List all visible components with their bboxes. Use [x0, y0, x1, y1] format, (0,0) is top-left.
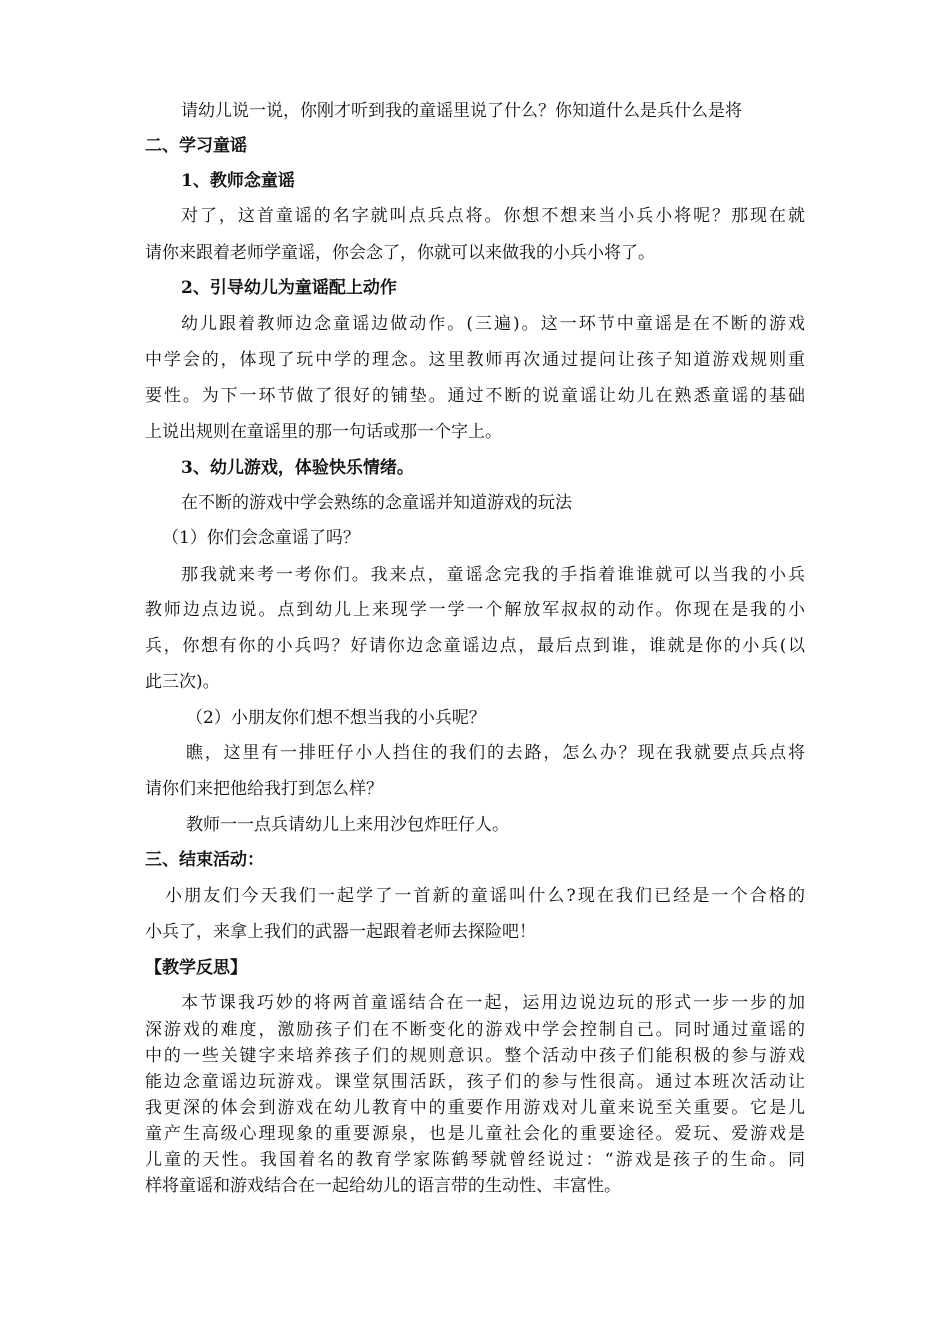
paragraph-line: 本节课我巧妙的将两首童谣结合在一起，运用边说边玩的形式一步一步的加 [181, 993, 805, 1013]
section-heading: 【教学反思】 [145, 958, 247, 978]
paragraph-line: 请幼儿说一说，你刚才听到我的童谣里说了什么？你知道什么是兵什么是将 [181, 101, 742, 121]
paragraph-line: 小兵了，来拿上我们的武器一起跟着老师去探险吧！ [145, 922, 536, 942]
paragraph-line: 能边念童谣边玩游戏。课堂氛围活跃，孩子们的参与性很高。通过本班次活动让 [145, 1072, 805, 1092]
subsection-heading: 1、教师念童谣 [181, 171, 295, 191]
question-line: （2）小朋友你们想不想当我的小兵呢？ [186, 708, 486, 728]
section-heading: 二、学习童谣 [145, 136, 247, 156]
paragraph-line: 要性。为下一环节做了很好的铺垫。通过不断的说童谣让幼儿在熟悉童谣的基础 [145, 386, 805, 406]
paragraph-line: 瞧，这里有一排旺仔小人挡住的我们的去路，怎么办？现在我就要点兵点将 [186, 743, 805, 763]
subsection-heading: 2、引导幼儿为童谣配上动作 [181, 278, 397, 298]
paragraph-line: 深游戏的难度，激励孩子们在不断变化的游戏中学会控制自己。同时通过童谣的 [145, 1020, 805, 1040]
paragraph-line: 请你来跟着老师学童谣，你会念了，你就可以来做我的小兵小将了。 [145, 243, 655, 263]
paragraph-line: 儿童的天性。我国着名的教育学家陈鹤琴就曾经说过：“游戏是孩子的生命。同 [145, 1150, 805, 1170]
paragraph-line: 样将童谣和游戏结合在一起给幼儿的语言带的生动性、丰富性。 [145, 1176, 621, 1196]
paragraph-line: 在不断的游戏中学会熟练的念童谣并知道游戏的玩法 [181, 493, 572, 513]
paragraph-line: 对了，这首童谣的名字就叫点兵点将。你想不想来当小兵小将呢？那现在就 [181, 206, 805, 226]
section-heading: 三、结束活动： [145, 850, 264, 870]
paragraph-line: 小朋友们今天我们一起学了一首新的童谣叫什么?现在我们已经是一个合格的 [165, 886, 805, 906]
paragraph-line: 我更深的体会到游戏在幼儿教育中的重要作用游戏对儿童来说至关重要。它是儿 [145, 1098, 805, 1118]
paragraph-line: 幼儿跟着教师边念童谣边做动作。(三遍)。这一环节中童谣是在不断的游戏 [181, 314, 805, 334]
question-line: （1）你们会念童谣了吗？ [162, 528, 360, 548]
paragraph-line: 上说出规则在童谣里的那一句话或那一个字上。 [145, 422, 502, 442]
paragraph-line: 中的一些关键字来培养孩子们的规则意识。整个活动中孩子们能积极的参与游戏 [145, 1046, 805, 1066]
paragraph-line: 兵，你想有你的小兵吗？好请你边念童谣边点，最后点到谁，谁就是你的小兵(以 [145, 636, 805, 656]
paragraph-line: 童产生高级心理现象的重要源泉，也是儿童社会化的重要途径。爱玩、爱游戏是 [145, 1124, 805, 1144]
subsection-heading: 3、幼儿游戏，体验快乐情绪。 [181, 458, 414, 478]
paragraph-line: 此三次)。 [145, 672, 220, 692]
paragraph-line: 教师一一点兵请幼儿上来用沙包炸旺仔人。 [186, 815, 509, 835]
paragraph-line: 请你们来把他给我打到怎么样？ [145, 779, 383, 799]
paragraph-line: 教师边点边说。点到幼儿上来现学一学一个解放军叔叔的动作。你现在是我的小 [145, 600, 805, 620]
paragraph-line: 那我就来考一考你们。我来点，童谣念完我的手指着谁谁就可以当我的小兵 [181, 565, 805, 585]
paragraph-line: 中学会的，体现了玩中学的理念。这里教师再次通过提问让孩子知道游戏规则重 [145, 350, 805, 370]
